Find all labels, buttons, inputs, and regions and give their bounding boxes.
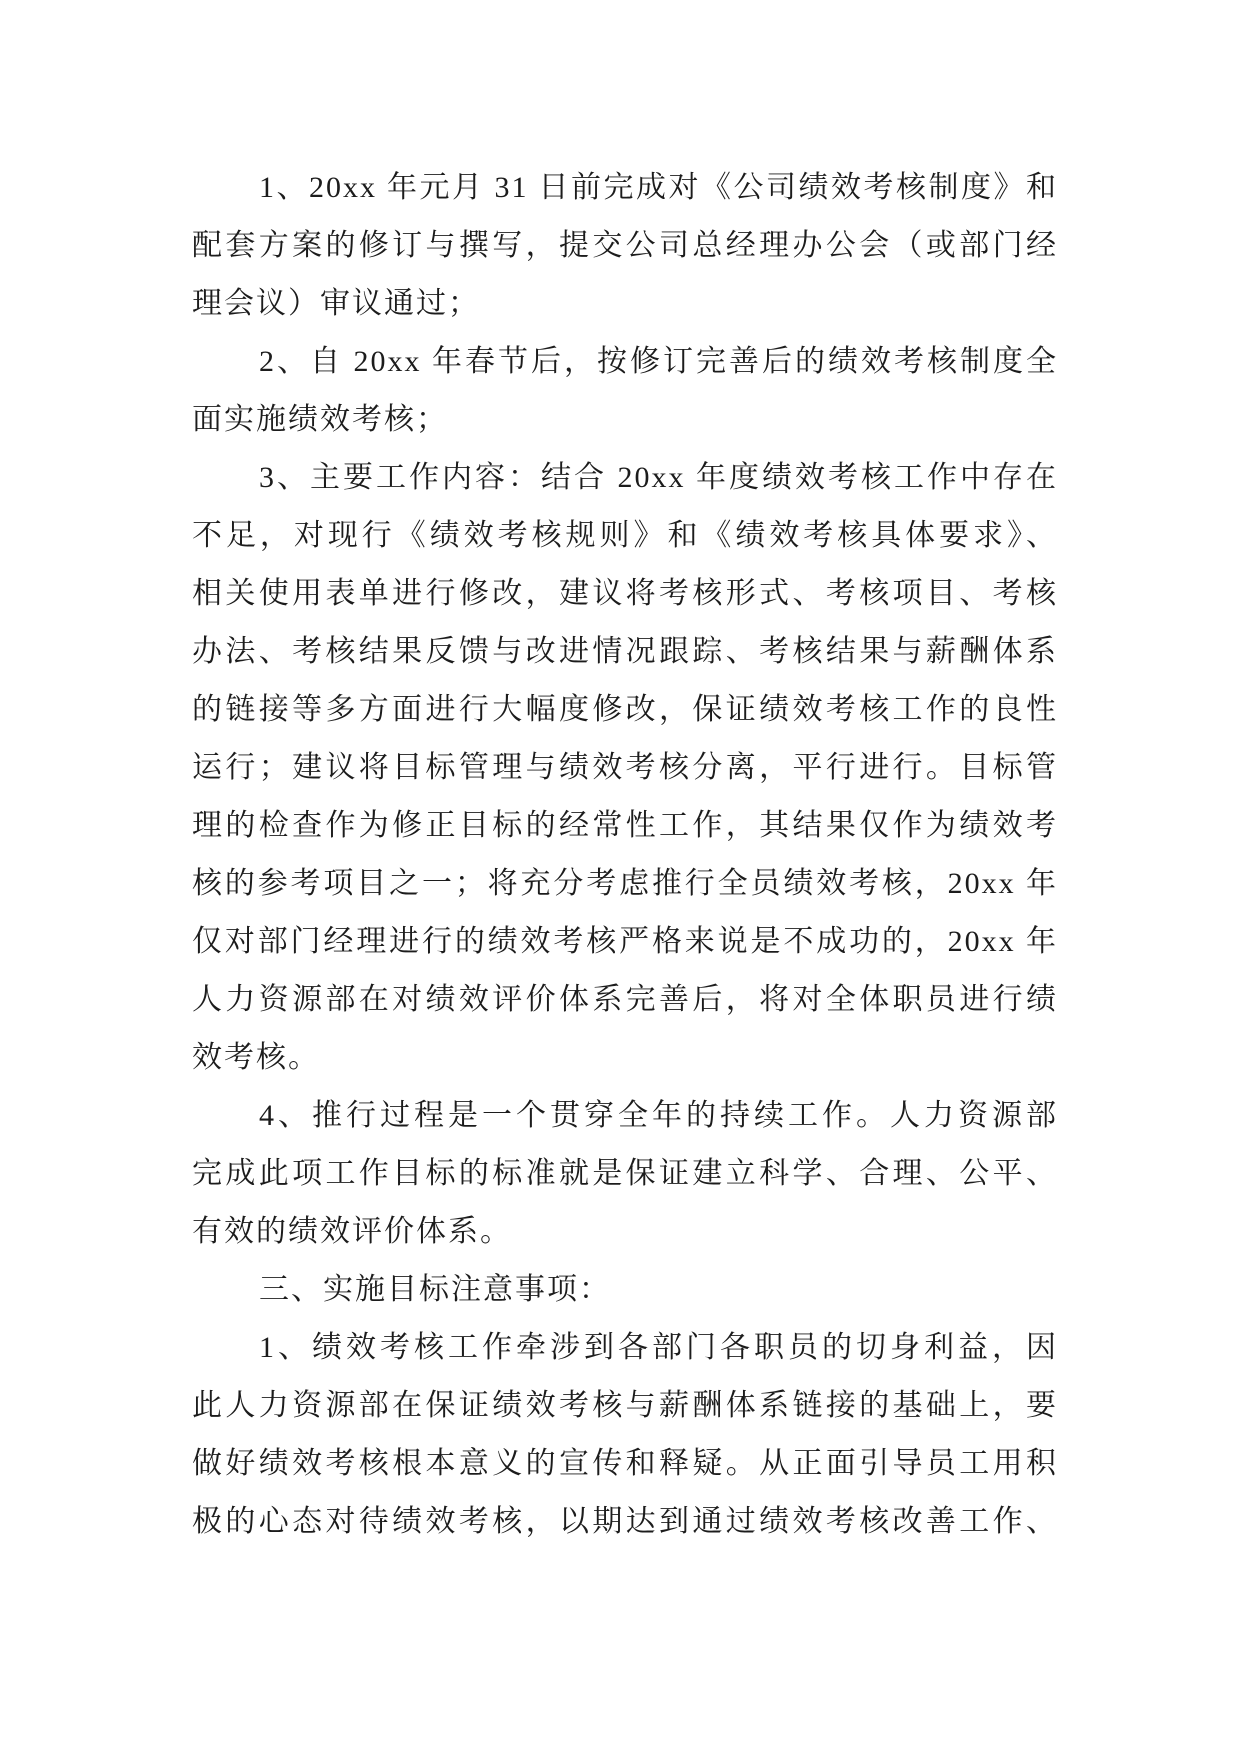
paragraph-line: 核的参考项目之一；将充分考虑推行全员绩效考核，20xx 年 (192, 867, 1058, 900)
paragraph (192, 1319, 1058, 1551)
paragraph-line: 面实施绩效考核； (192, 403, 448, 436)
document-body (192, 159, 1058, 1551)
paragraph-line: 办法、考核结果反馈与改进情况跟踪、考核结果与薪酬体系 (192, 635, 1058, 668)
paragraph-line: 理的检查作为修正目标的经常性工作，其结果仅作为绩效考 (192, 809, 1058, 842)
paragraph-line: 效考核。 (192, 1041, 320, 1074)
paragraph-line: 有效的绩效评价体系。 (192, 1215, 512, 1248)
paragraph-line: 1、20xx 年元月 31 日前完成对《公司绩效考核制度》和 (259, 171, 1058, 204)
paragraph-line: 完成此项工作目标的标准就是保证建立科学、合理、公平、 (192, 1157, 1058, 1190)
paragraph-line: 做好绩效考核根本意义的宣传和释疑。从正面引导员工用积 (192, 1447, 1058, 1480)
paragraph-line: 相关使用表单进行修改，建议将考核形式、考核项目、考核 (192, 577, 1058, 610)
paragraph-line: 1、绩效考核工作牵涉到各部门各职员的切身利益，因 (259, 1331, 1058, 1364)
section-heading-text: 三、实施目标注意事项： (259, 1273, 611, 1306)
paragraph (192, 449, 1058, 1087)
paragraph-line: 运行；建议将目标管理与绩效考核分离，平行进行。目标管 (192, 751, 1058, 784)
paragraph-line: 人力资源部在对绩效评价体系完善后，将对全体职员进行绩 (192, 983, 1058, 1016)
paragraph (192, 333, 1058, 449)
paragraph-line: 理会议）审议通过； (192, 287, 480, 320)
paragraph-line: 不足，对现行《绩效考核规则》和《绩效考核具体要求》、 (192, 519, 1058, 552)
paragraph-line: 仅对部门经理进行的绩效考核严格来说是不成功的，20xx 年 (192, 925, 1058, 958)
paragraph-line: 3、主要工作内容：结合 20xx 年度绩效考核工作中存在 (259, 461, 1058, 494)
paragraph-line: 的链接等多方面进行大幅度修改，保证绩效考核工作的良性 (192, 693, 1058, 726)
paragraph-line: 4、推行过程是一个贯穿全年的持续工作。人力资源部 (259, 1099, 1058, 1132)
paragraph (192, 1087, 1058, 1261)
paragraph-line: 极的心态对待绩效考核，以期达到通过绩效考核改善工作、 (192, 1505, 1058, 1538)
paragraph (192, 159, 1058, 333)
paragraph-line: 此人力资源部在保证绩效考核与薪酬体系链接的基础上，要 (192, 1389, 1058, 1422)
paragraph-line: 2、自 20xx 年春节后，按修订完善后的绩效考核制度全 (259, 345, 1058, 378)
paragraph-line: 配套方案的修订与撰写，提交公司总经理办公会（或部门经 (192, 229, 1058, 262)
section-heading (192, 1261, 1058, 1319)
